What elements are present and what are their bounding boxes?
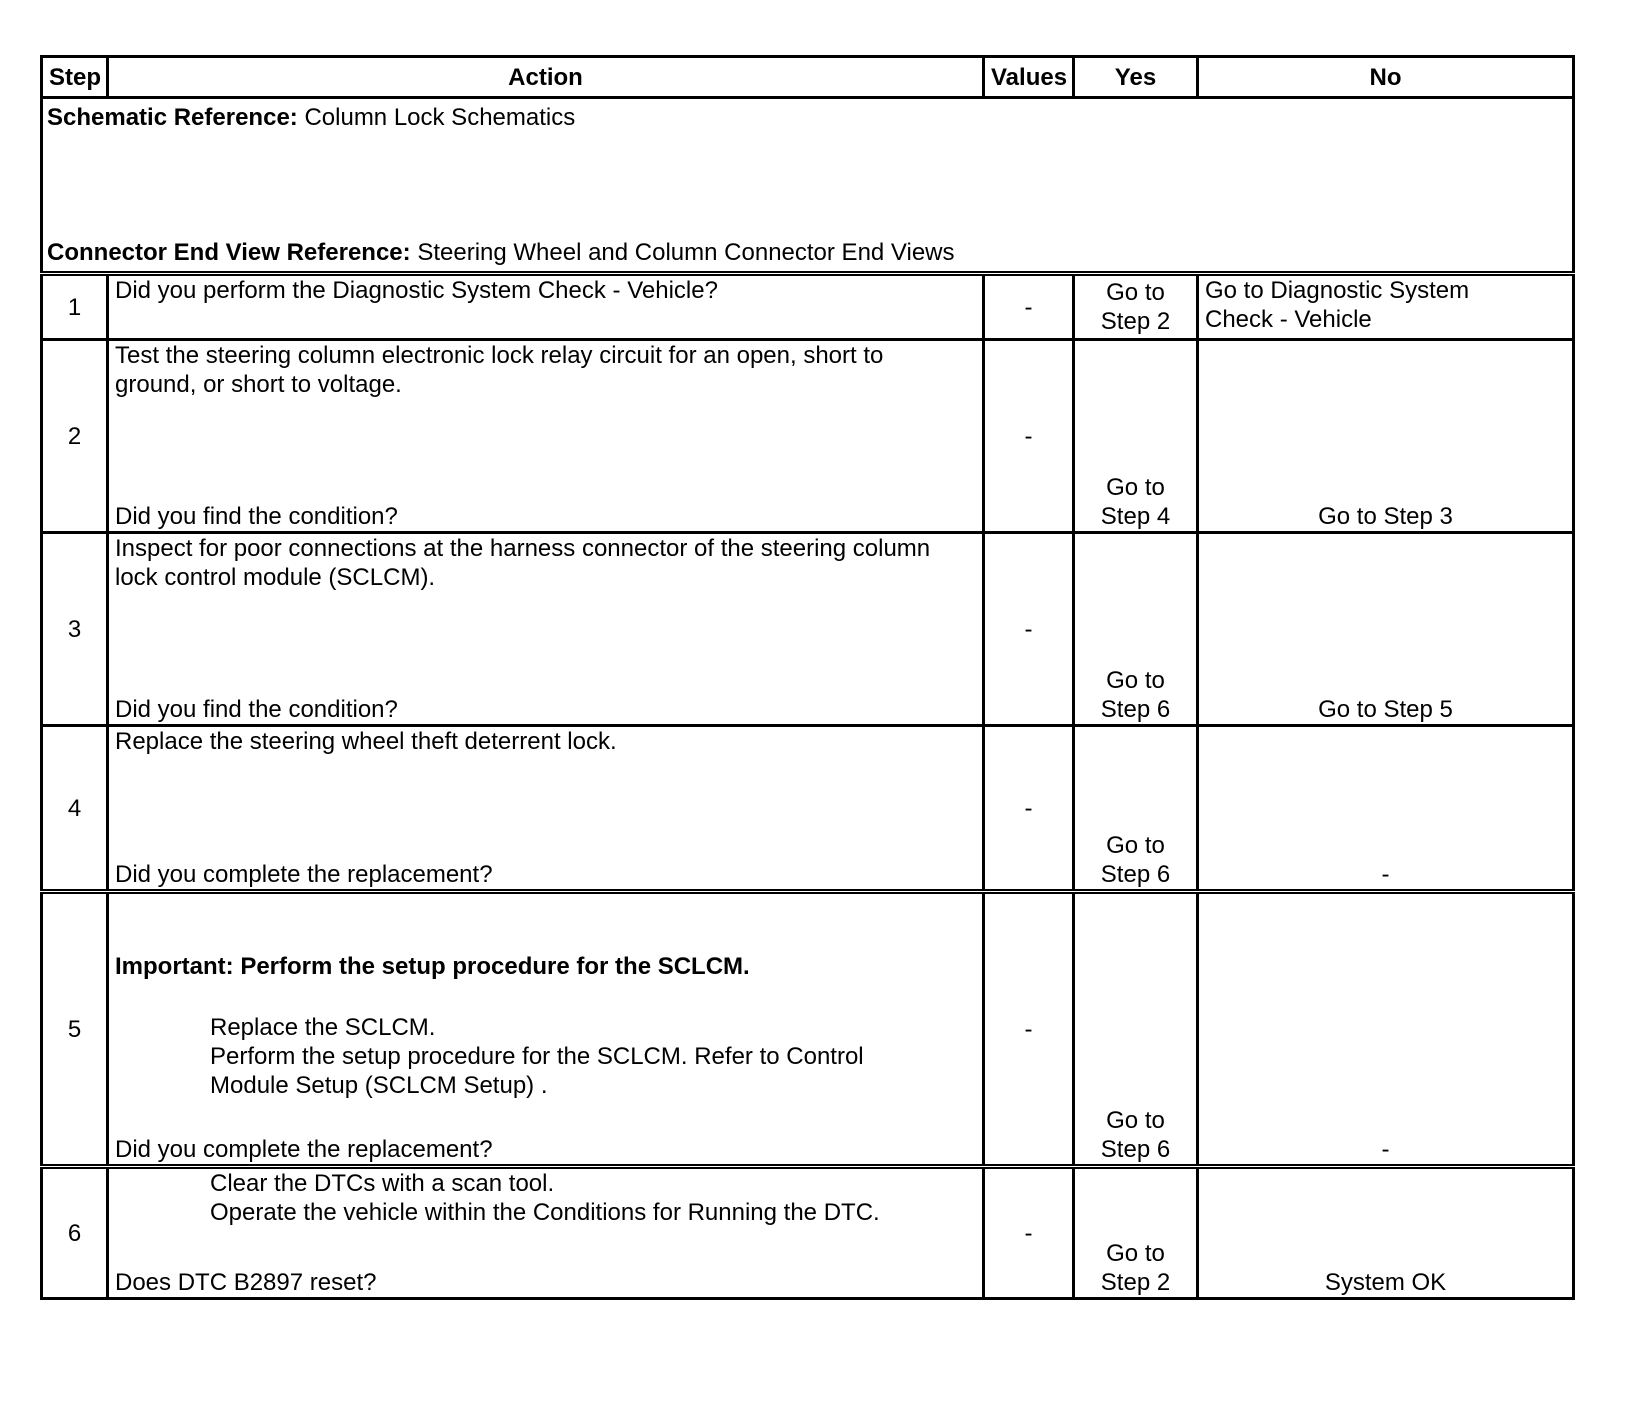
reference-row (42, 98, 1574, 274)
step-number: 4 (42, 726, 108, 892)
yes-line: Step 6 (1100, 696, 1171, 723)
header-action: Action (108, 57, 984, 98)
step-number: 1 (42, 274, 108, 340)
yes-cell (1074, 533, 1198, 726)
reference-cell (42, 98, 1574, 274)
step-number: 6 (42, 1167, 108, 1299)
action-instruction: Replace the steering wheel theft deterrent lock. (115, 728, 617, 755)
yes-cell (1074, 1167, 1198, 1299)
yes-line: Go to (1106, 832, 1165, 859)
yes-line: Go to (1106, 474, 1165, 501)
yes-line: Go to (1106, 667, 1165, 694)
table-row (42, 340, 1574, 533)
diagnostic-table (40, 55, 1575, 1300)
action-cell (108, 892, 984, 1167)
schematic-reference (47, 103, 1568, 132)
yes-cell (1074, 892, 1198, 1167)
action-line: ground, or short to voltage. (115, 371, 402, 398)
header-step: Step (42, 57, 108, 98)
yes-line: Step 6 (1100, 1136, 1171, 1163)
header-yes: Yes (1074, 57, 1198, 98)
table-row (42, 892, 1574, 1167)
sub-steps (115, 1169, 976, 1227)
yes-line: Step 4 (1100, 503, 1171, 530)
action-line: lock control module (SCLCM). (115, 564, 436, 591)
action-cell (108, 533, 984, 726)
values-cell: - (984, 533, 1074, 726)
action-text: Did you perform the Diagnostic System Check - Vehicle? (108, 274, 984, 340)
values-cell: - (984, 340, 1074, 533)
action-question: Did you complete the replacement? (115, 861, 493, 888)
connector-reference-value: Steering Wheel and Column Connector End Views (417, 239, 955, 266)
header-values: Values (984, 57, 1074, 98)
no-cell (1198, 274, 1574, 340)
no-line: Go to Diagnostic System (1205, 277, 1470, 304)
no-cell: Go to Step 5 (1198, 533, 1574, 726)
yes-cell (1074, 274, 1198, 340)
step-number: 3 (42, 533, 108, 726)
sub-step-line: Module Setup (SCLCM Setup) . (210, 1072, 548, 1099)
action-line: Test the steering column electronic lock relay circuit for an open, short to (115, 342, 884, 369)
header-row (42, 57, 1574, 98)
connector-reference (47, 238, 1568, 267)
table-row (42, 1167, 1574, 1299)
values-cell: - (984, 726, 1074, 892)
action-cell (108, 726, 984, 892)
yes-cell (1074, 726, 1198, 892)
values-cell: - (984, 892, 1074, 1167)
action-question: Did you find the condition? (115, 503, 398, 530)
header-no: No (1198, 57, 1574, 98)
step-number: 5 (42, 892, 108, 1167)
no-cell: - (1198, 726, 1574, 892)
no-cell: Go to Step 3 (1198, 340, 1574, 533)
step-number: 2 (42, 340, 108, 533)
table-row (42, 274, 1574, 340)
sub-step-line: Operate the vehicle within the Conditions for Running the DTC. (210, 1199, 880, 1226)
sub-step-line: Perform the setup procedure for the SCLCM. Refer to Control (210, 1043, 864, 1070)
yes-line: Go to (1106, 1107, 1165, 1134)
yes-line: Go to (1106, 279, 1165, 306)
connector-reference-label: Connector End View Reference: (47, 239, 411, 266)
action-instruction (115, 341, 976, 399)
action-instruction (115, 534, 976, 592)
schematic-reference-label: Schematic Reference: (47, 104, 298, 131)
action-question: Did you find the condition? (115, 696, 398, 723)
action-cell (108, 1167, 984, 1299)
action-line: Inspect for poor connections at the harness connector of the steering column (115, 535, 931, 562)
schematic-reference-value: Column Lock Schematics (304, 104, 576, 131)
yes-line: Step 2 (1100, 1269, 1171, 1296)
no-cell: System OK (1198, 1167, 1574, 1299)
yes-cell (1074, 340, 1198, 533)
diagnostic-table-document (40, 55, 1572, 1300)
yes-line: Step 2 (1100, 308, 1171, 335)
important-note: Important: Perform the setup procedure for the SCLCM. (115, 953, 750, 980)
action-question: Does DTC B2897 reset? (115, 1269, 377, 1296)
no-line: Check - Vehicle (1205, 306, 1372, 333)
values-cell: - (984, 274, 1074, 340)
sub-step-line: Replace the SCLCM. (210, 1014, 436, 1041)
table-row (42, 726, 1574, 892)
sub-step-line: Clear the DTCs with a scan tool. (210, 1170, 555, 1197)
yes-line: Go to (1106, 1240, 1165, 1267)
no-cell: - (1198, 892, 1574, 1167)
yes-line: Step 6 (1100, 861, 1171, 888)
sub-steps (115, 1013, 976, 1100)
values-cell: - (984, 1167, 1074, 1299)
action-question: Did you complete the replacement? (115, 1136, 493, 1163)
table-row (42, 533, 1574, 726)
action-cell (108, 340, 984, 533)
